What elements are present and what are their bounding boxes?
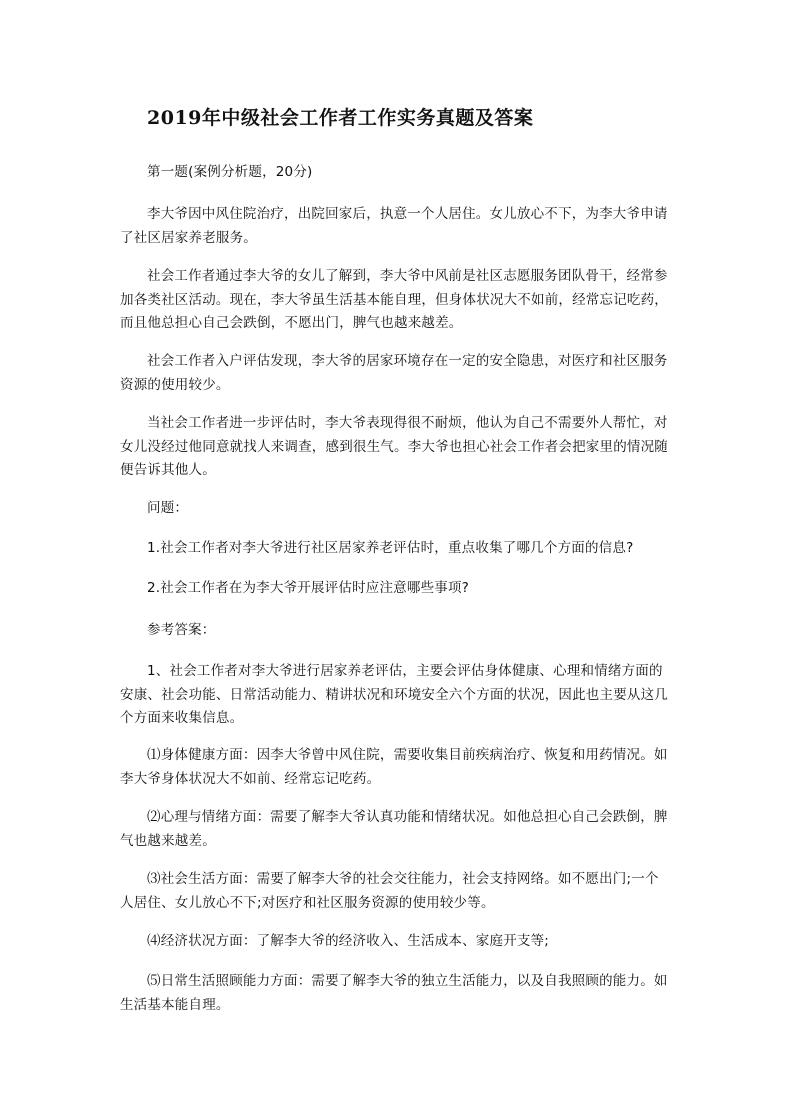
case-paragraph: 社会工作者通过李大爷的女儿了解到，李大爷中风前是社区志愿服务团队骨干，经常参加各类社区活动。现在，李大爷虽生活基本能自理，但身体状况大不如前，经常忘记吃药，而且他总担心自己会跌倒，不愿出门，脾气也越来越差。 — [120, 268, 668, 331]
answer-paragraph: ⑴身体健康方面：因李大爷曾中风住院，需要收集目前疾病治疗、恢复和用药情况。如李大爷身体状况大不如前、经常忘记吃药。 — [120, 747, 668, 787]
question-item: 2.社会工作者在为李大爷开展评估时应注意哪些事项? — [147, 580, 470, 596]
answer-paragraph: ⑸日常生活照顾能力方面：需要了解李大爷的独立生活能力，以及自我照顾的能力。如生活基本能自理。 — [120, 973, 668, 1013]
answers-heading: 参考答案： — [147, 622, 216, 638]
questions-heading: 问题： — [147, 500, 189, 516]
answer-paragraph: ⑷经济状况方面：了解李大爷的经济收入、生活成本、家庭开支等; — [147, 933, 550, 949]
answer-paragraph: ⑶社会生活方面：需要了解李大爷的社会交往能力，社会支持网络。如不愿出门;一个人居住、女儿放心不下;对医疗和社区服务资源的使用较少等。 — [120, 871, 659, 911]
answer-paragraph: 1、社会工作者对李大爷进行居家养老评估，主要会评估身体健康、心理和情绪方面的安康、社会功能、日常活动能力、精讲状况和环境安全六个方面的状况，因此也主要从这几个方面来收集信息。 — [120, 663, 668, 726]
case-paragraph: 当社会工作者进一步评估时，李大爷表现得很不耐烦，他认为自己不需要外人帮忙，对女儿没经过他同意就找人来调查，感到很生气。李大爷也担心社会工作者会把家里的情况随便告诉其他人。 — [120, 415, 668, 478]
case-paragraph: 社会工作者入户评估发现，李大爷的居家环境存在一定的安全隐患，对医疗和社区服务资源的使用较少。 — [120, 353, 668, 393]
answer-paragraph: ⑵心理与情绪方面：需要了解李大爷认真功能和情绪状况。如他总担心自己会跌倒，脾气也越来越差。 — [120, 809, 668, 849]
section-heading: 第一题(案例分析题，20分) — [147, 164, 313, 180]
question-item: 1.社会工作者对李大爷进行社区居家养老评估时，重点收集了哪几个方面的信息? — [147, 540, 634, 556]
case-paragraph: 李大爷因中风住院治疗，出院回家后，执意一个人居住。女儿放心不下，为李大爷申请了社区居家养老服务。 — [120, 206, 668, 246]
document-title: 2019年中级社会工作者工作实务真题及答案 — [147, 107, 534, 129]
